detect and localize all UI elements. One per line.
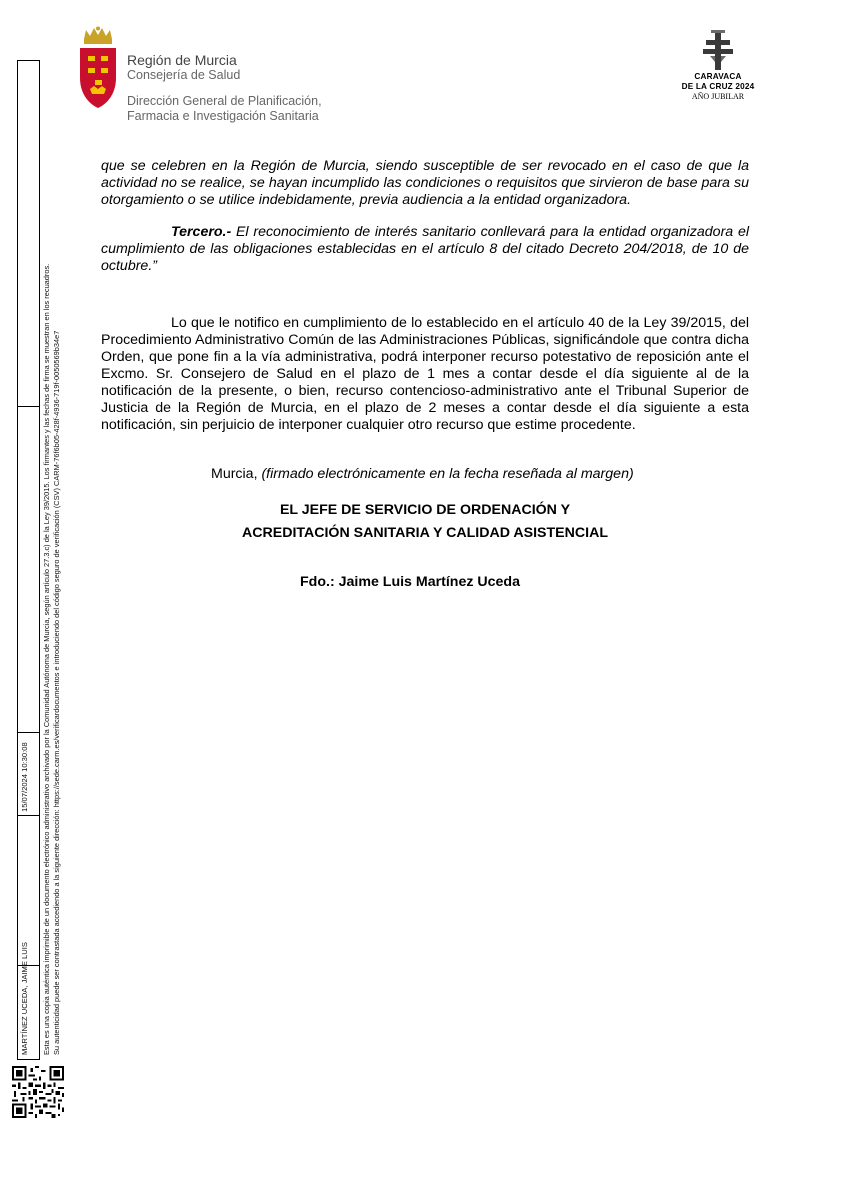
paragraph-continuation: que se celebren en la Región de Murcia, siendo susceptible de ser revocado en el caso de que la actividad no se realice, se hayan incumplido las condiciones o requisitos que sirvieron de base para su otorgamiento o se utilice indebidamente, previa audiencia a la entidad organizadora. [101,158,749,208]
signer-title-line-1: EL JEFE DE SERVICIO DE ORDENACIÓN Y [279,502,571,518]
org-department: Consejería de Salud [127,68,241,82]
signature-place [211,466,634,482]
caravaca-subtitle: DE LA CRUZ 2024 [681,82,755,91]
margin-divider [17,406,40,407]
margin-legal-notice: Esta es una copia auténtica imprimible de un documento electrónico administrativo archivado por la Comunidad Autónoma de Murcia, según artículo 27.3.c) de la Ley 39/2015. Los firmantes y las fechas de firma se muestran en los recuadros. [42,263,51,1055]
caravaca-title: CARAVACA [694,72,742,81]
paragraph-tercero [101,224,749,275]
signature-margin-box [17,60,40,1060]
verification-qr-code[interactable] [12,1066,64,1118]
margin-signer-name: MARTÍNEZ UCEDA, JAIME LUIS [20,942,29,1055]
signer-title-line-2: ACREDITACIÓN SANITARIA Y CALIDAD ASISTENCIAL [242,525,608,541]
directorate-line-2: Farmacia e Investigación Sanitaria [127,109,319,123]
directorate-line-1: Dirección General de Planificación, [127,94,322,108]
margin-divider [17,815,40,816]
paragraph-notification: Lo que le notifico en cumplimiento de lo establecido en el artículo 40 de la Ley 39/2015, del Procedimiento Administrativo Común de las Administraciones Públicas, significándole que contra dicha Orden, que pone fin a la vía administrativa, podrá interponer recurso potestativo de reposición ante el Excmo. Sr. Consejero de Salud en el plazo de 1 mes a contar desde el día siguiente al de la notificación de la presente, o bien, recurso contencioso-administrativo ante el Tribunal Superior de Justicia de la Región de Murcia, en el plazo de 2 meses a contar desde el día siguiente a esta notificación, sin perjuicio de interponer cualquier otro recurso que estime procedente. [101,315,749,433]
caravaca-jubilee-logo [668,30,768,102]
caravaca-cross-icon [700,30,736,72]
place-name: Murcia, [211,466,262,482]
org-name: Región de Murcia [127,52,237,68]
tercero-text: El reconocimiento de interés sanitario conllevará para la entidad organizadora el cumplimiento de las obligaciones establecidas en el artículo 8 del citado Decreto 204/2018, de 10 de octubre.” [101,224,749,274]
place-note: (firmado electrónicamente en la fecha reseñada al margen) [261,466,634,482]
signed-by: Fdo.: Jaime Luis Martínez Uceda [300,574,520,590]
tercero-lead: Tercero.- [171,224,232,240]
caravaca-tagline: AÑO JUBILAR [691,92,745,101]
margin-divider [17,732,40,733]
region-murcia-logo [76,26,120,110]
margin-verification-notice: Su autenticidad puede ser contrastada accediendo a la siguiente dirección: https://sede.carm.es/verificardocumentos e introduciendo del código seguro de verificación (CSV) CARM-76f6b05-428f-4936-719f-0050569b34e7 [52,330,61,1055]
margin-signature-date: 15/07/2024 10:30:08 [20,742,29,812]
